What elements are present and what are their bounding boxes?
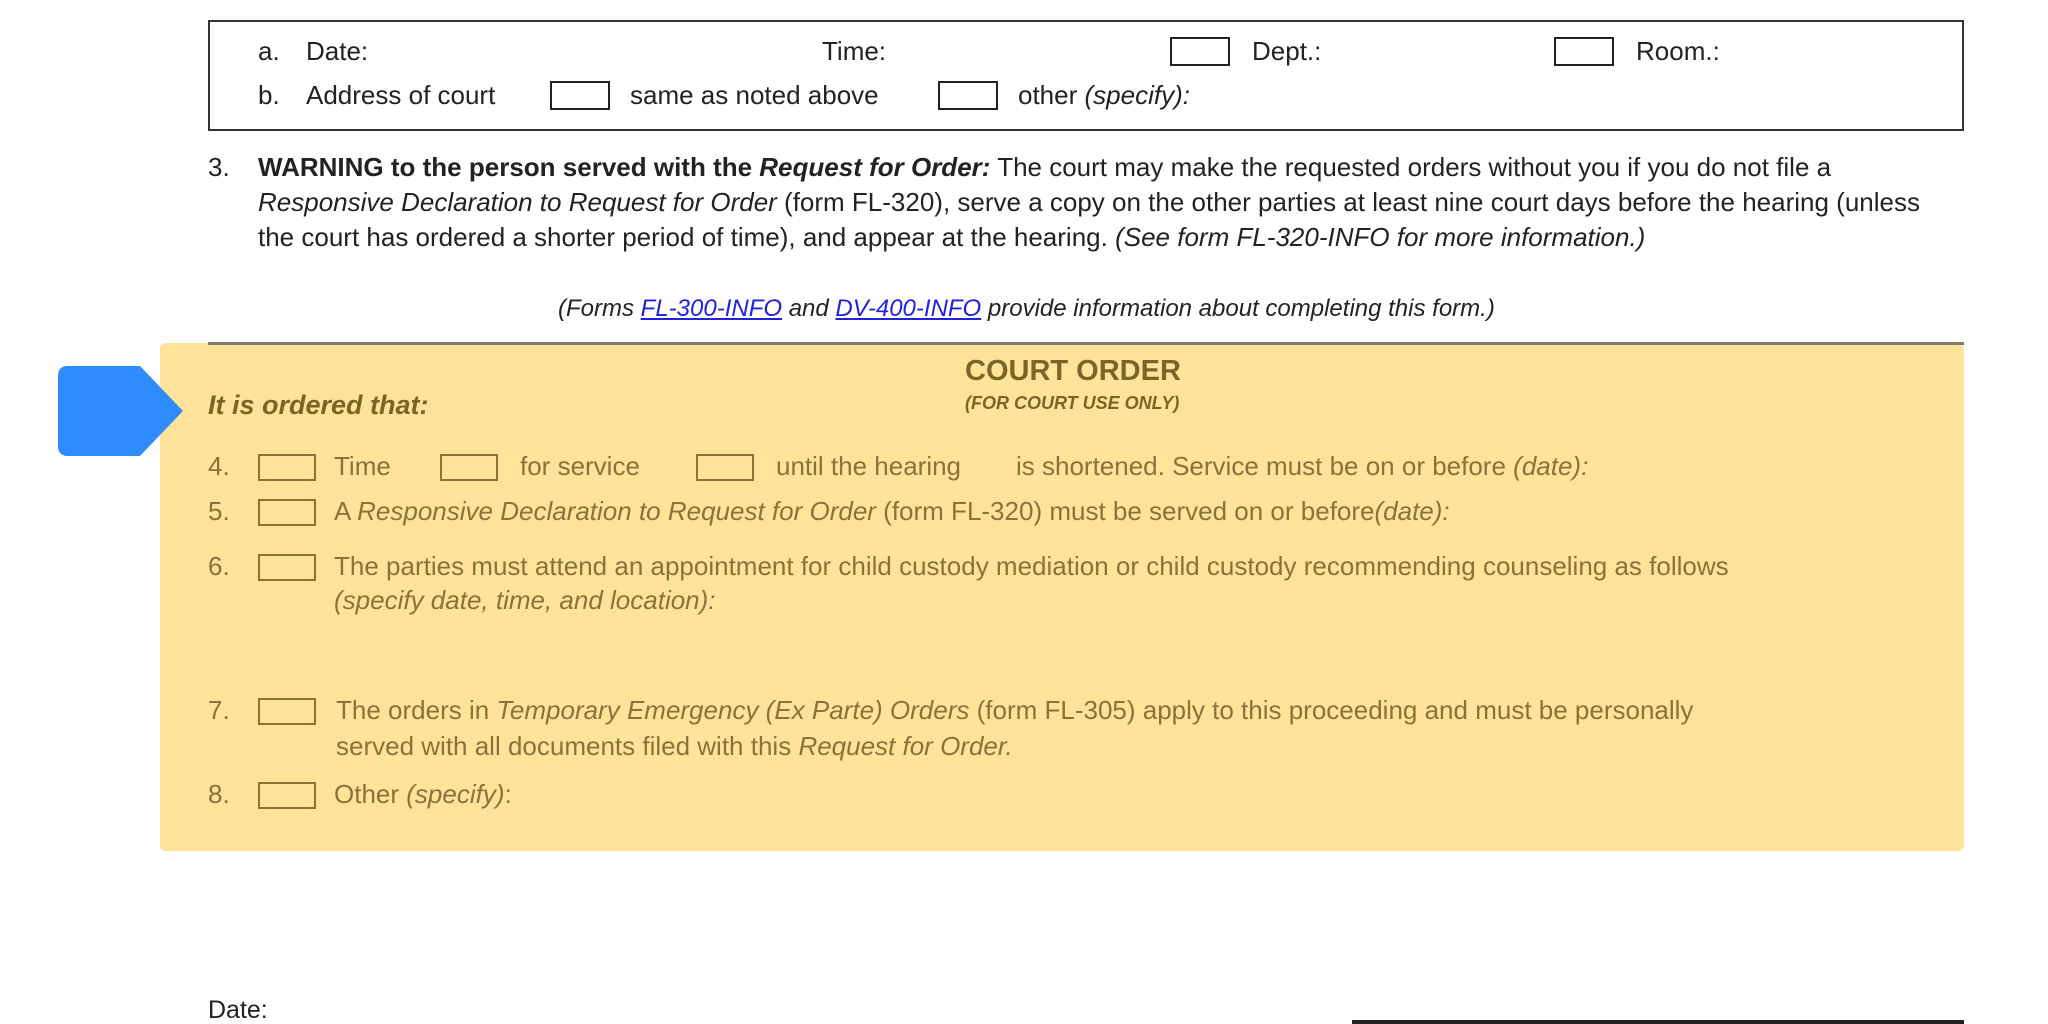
dept-checkbox[interactable] — [1170, 37, 1230, 66]
item-7-text-b: (form FL-305) apply to this proceeding and must be personally — [969, 695, 1694, 725]
dept-label: Dept.: — [1252, 36, 1322, 66]
item-5-number: 5. — [208, 496, 230, 526]
item-7-request-title: Request for Order. — [798, 731, 1013, 761]
until-hearing-label: until the hearing — [776, 451, 962, 481]
item-5-text-b: (form FL-320) must be served on or before — [875, 496, 1375, 526]
warning-body — [258, 150, 1928, 255]
date-label: Date: — [306, 36, 369, 66]
order-item-4 — [208, 451, 1908, 485]
forms-note-prefix: (Forms — [558, 295, 641, 322]
row-b-letter: b. — [258, 80, 280, 110]
other-address-checkbox[interactable] — [938, 81, 998, 110]
same-address-checkbox[interactable] — [550, 81, 610, 110]
item-8-number: 8. — [208, 779, 230, 809]
item-5-text — [334, 496, 1450, 527]
until-hearing-checkbox[interactable] — [696, 454, 754, 481]
item-7-number: 7. — [208, 695, 230, 725]
item-8-other: Other — [334, 779, 407, 809]
warning-text-1: The court may make the requested orders without you if you do not file a — [990, 152, 1832, 182]
warning-see-info: (See form FL-320-INFO for more information.) — [1115, 222, 1646, 252]
item-7-form-title: Temporary Emergency (Ex Parte) Orders — [496, 695, 970, 725]
order-item-6 — [208, 551, 1928, 621]
warning-request-title: Request for Order: — [759, 152, 991, 182]
item-7-text-a: The orders in — [336, 695, 497, 725]
room-label: Room.: — [1636, 36, 1720, 66]
item-7-line-1 — [336, 695, 1693, 726]
item-7-line-2-text: served with all documents filed with this — [336, 731, 799, 761]
item-4-number: 4. — [208, 451, 230, 481]
item-6-specify-hint: (specify date, time, and location): — [334, 585, 716, 615]
item-8-text — [334, 779, 512, 810]
hearing-info-box — [208, 20, 1964, 131]
time-label: Time: — [822, 36, 887, 66]
same-as-noted-label: same as noted above — [630, 80, 879, 110]
item-6-number: 6. — [208, 551, 230, 581]
item-5-date-hint: (date): — [1374, 496, 1450, 526]
warning-lead: WARNING to the person served with the — [258, 152, 760, 182]
blue-pointer-marker-icon — [58, 366, 183, 456]
forms-note-suffix: provide information about completing this form.) — [981, 295, 1495, 322]
warning-form-title: Responsive Declaration to Request for Order — [258, 187, 777, 217]
other-specify-text: (specify): — [1084, 80, 1190, 110]
other-text: other — [1018, 80, 1078, 110]
responsive-declaration-checkbox[interactable] — [258, 499, 316, 526]
court-order-divider — [208, 342, 1964, 345]
row-a-letter: a. — [258, 36, 280, 66]
item-4-text — [1016, 451, 1588, 482]
order-item-7 — [208, 695, 1928, 765]
forms-info-note — [558, 295, 1495, 323]
fl-300-info-link[interactable]: FL-300-INFO — [640, 295, 783, 322]
other-address-label — [1018, 80, 1190, 111]
item-7-line-2 — [336, 731, 1013, 762]
warning-number: 3. — [208, 152, 230, 182]
order-item-5 — [208, 496, 1908, 530]
order-item-8 — [208, 779, 1908, 813]
item-6-text: The parties must attend an appointment for child custody mediation or child custody recommending counseling as follows — [334, 551, 1729, 581]
warning-text-2: (form FL-320), serve a copy on the other parties at least nine court days before the hearing (unless the court has ordered a shorter period of time), and appear at the hearing. — [258, 187, 1920, 252]
judge-signature-line — [1352, 1020, 1964, 1024]
signature-date-label: Date: — [208, 996, 268, 1024]
room-checkbox[interactable] — [1554, 37, 1614, 66]
court-order-title: COURT ORDER — [965, 355, 1181, 387]
for-service-label: for service — [520, 451, 640, 481]
custody-mediation-checkbox[interactable] — [258, 554, 316, 581]
address-of-court-label: Address of court — [306, 80, 496, 110]
item-4-date-hint: (date): — [1513, 451, 1589, 481]
warning-paragraph — [208, 150, 1928, 255]
ex-parte-orders-checkbox[interactable] — [258, 698, 316, 725]
for-service-checkbox[interactable] — [440, 454, 498, 481]
item-4-body: is shortened. Service must be on or before — [1016, 451, 1506, 481]
it-is-ordered-label: It is ordered that: — [208, 390, 429, 420]
court-order-subtitle: (FOR COURT USE ONLY) — [965, 393, 1180, 413]
time-label: Time — [334, 451, 391, 481]
item-8-colon: : — [504, 779, 512, 809]
forms-note-mid: and — [782, 295, 836, 322]
item-5-form-title: Responsive Declaration to Request for Order — [357, 496, 876, 526]
item-5-text-a: A — [334, 496, 358, 526]
dv-400-info-link[interactable]: DV-400-INFO — [835, 295, 982, 322]
item-8-specify-hint: (specify) — [406, 779, 505, 809]
time-shortened-checkbox[interactable] — [258, 454, 316, 481]
other-order-checkbox[interactable] — [258, 782, 316, 809]
